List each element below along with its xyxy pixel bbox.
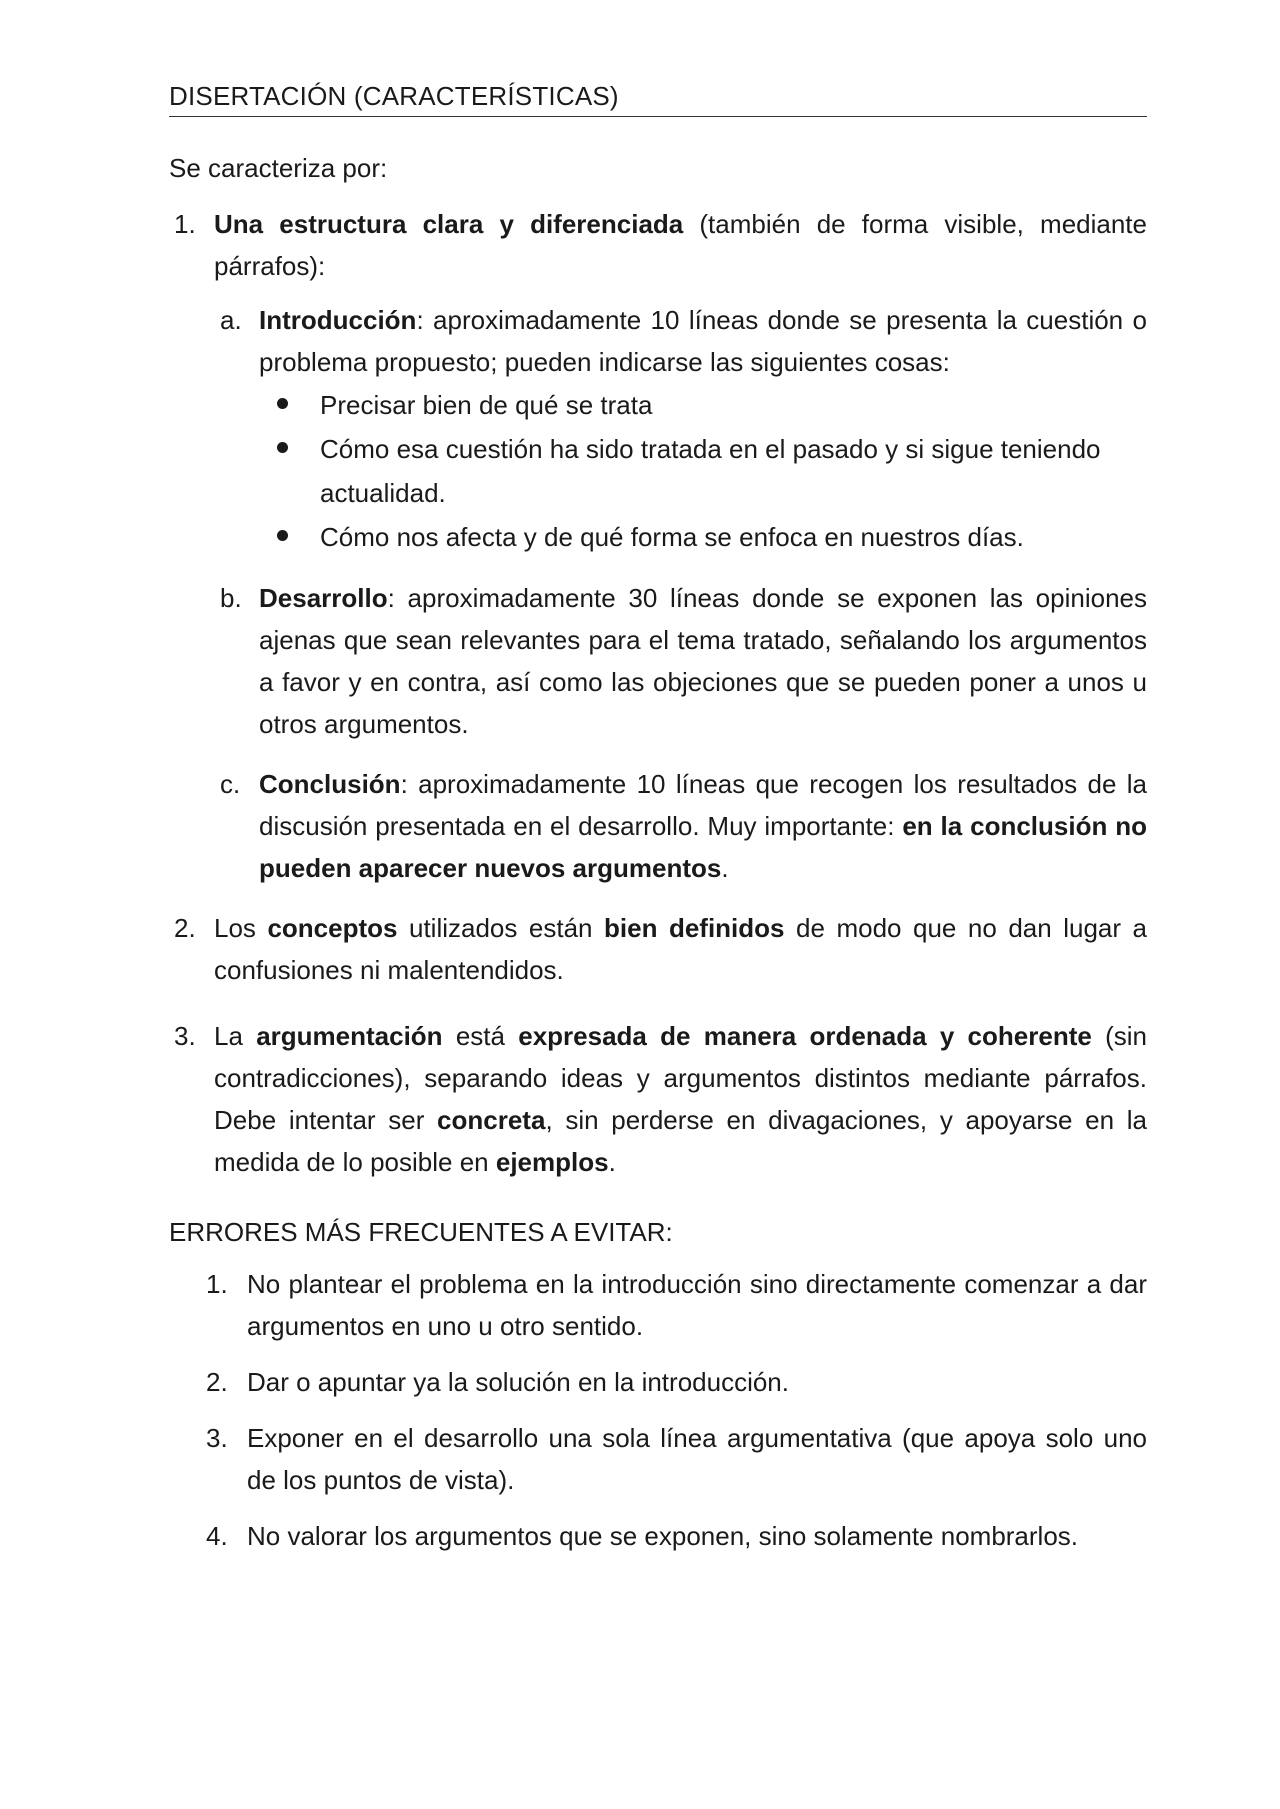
bold-term: conceptos: [267, 913, 398, 943]
item-text-part: de modo que no dan lugar a confusiones ni malentendidos.: [214, 913, 1147, 985]
bullet-icon: [277, 442, 288, 453]
item-number: 3.: [206, 1423, 228, 1453]
item-text: [214, 907, 1147, 991]
item-letter: a.: [220, 305, 242, 335]
list-item: [169, 1015, 1147, 1183]
item-text: No plantear el problema en la introducción sino directamente comenzar a dar argumentos en uno u otro sentido.: [247, 1269, 1147, 1341]
bold-term: argumentación: [256, 1021, 443, 1051]
item-number: 2.: [174, 913, 196, 943]
sub-list-item: [214, 299, 1147, 559]
document-page: [169, 78, 1147, 1571]
bold-term: Desarrollo: [259, 583, 388, 613]
list-item: [169, 1361, 1147, 1403]
item-text: [259, 577, 1147, 745]
bold-term: expresada de manera ordenada y coherente: [518, 1021, 1092, 1051]
item-text: [214, 203, 1147, 287]
item-text-part: , sin perderse en divagaciones, y apoyarse en la medida de lo posible en: [214, 1105, 1147, 1177]
bold-term: en la conclusión no pueden aparecer nuevos argumentos: [259, 811, 1147, 883]
item-number: 4.: [206, 1521, 228, 1551]
item-text: [214, 1015, 1147, 1183]
bullet-icon: [277, 530, 288, 541]
bullet-text: Cómo esa cuestión ha sido tratada en el pasado y si sigue teniendo actualidad.: [320, 434, 1101, 508]
errors-list: [169, 1263, 1147, 1557]
item-text-part: La: [214, 1021, 257, 1051]
errors-heading: ERRORES MÁS FRECUENTES A EVITAR:: [169, 1217, 673, 1247]
bullet-item: [259, 427, 1147, 515]
item-number: 2.: [206, 1367, 228, 1397]
item-letter: b.: [220, 583, 242, 613]
bold-term: Conclusión: [259, 769, 401, 799]
intro-text: Se caracteriza por:: [169, 153, 388, 183]
item-text-part: : aproximadamente 10 líneas donde se presenta la cuestión o problema propuesto; pueden indicarse las siguientes cosas:: [259, 305, 1147, 377]
item-text-part: utilizados están: [397, 913, 604, 943]
bullet-list: [259, 383, 1147, 559]
sub-list-item: [214, 577, 1147, 745]
bullet-text: Cómo nos afecta y de qué forma se enfoca en nuestros días.: [320, 522, 1024, 552]
bold-term: concreta: [437, 1105, 546, 1135]
bullet-item: [259, 383, 1147, 427]
item-text: [259, 763, 1147, 889]
list-item: [169, 1263, 1147, 1347]
structure-sublist: [214, 299, 1147, 889]
item-text-part: (también de forma visible, mediante párrafos):: [214, 209, 1147, 281]
bold-term: Introducción: [259, 305, 417, 335]
bullet-icon: [277, 398, 288, 409]
bold-term: Una estructura clara y diferenciada: [214, 209, 684, 239]
item-text-part: .: [608, 1147, 616, 1177]
item-number: 3.: [174, 1021, 196, 1051]
bold-term: ejemplos: [495, 1147, 609, 1177]
item-text-part: Los: [214, 913, 268, 943]
page-title: DISERTACIÓN (CARACTERÍSTICAS): [169, 78, 1147, 117]
item-text: [259, 299, 1147, 383]
sub-list-item: [214, 763, 1147, 889]
item-text-part: : aproximadamente 30 líneas donde se exponen las opiniones ajenas que sean relevantes para el tema tratado, señalando los argumentos a favor y en contra, así como las objeciones que se pueden poner a unos u otros argumentos.: [259, 583, 1147, 739]
item-text-part: está: [442, 1021, 519, 1051]
item-text: Dar o apuntar ya la solución en la introducción.: [247, 1367, 789, 1397]
item-number: 1.: [206, 1269, 228, 1299]
item-text: No valorar los argumentos que se exponen, sino solamente nombrarlos.: [247, 1521, 1079, 1551]
list-item: [169, 907, 1147, 991]
list-item: [169, 203, 1147, 889]
list-item: [169, 1515, 1147, 1557]
item-text: Exponer en el desarrollo una sola línea argumentativa (que apoya solo uno de los puntos de vista).: [247, 1423, 1147, 1495]
item-letter: c.: [220, 769, 241, 799]
characteristics-list: [169, 203, 1147, 1183]
bold-term: bien definidos: [604, 913, 785, 943]
item-text-part: (sin contradicciones), separando ideas y argumentos distintos mediante párrafos. Debe intentar ser: [214, 1021, 1147, 1135]
item-number: 1.: [174, 209, 196, 239]
list-item: [169, 1417, 1147, 1501]
item-text-part: : aproximadamente 10 líneas que recogen los resultados de la discusión presentada en el desarrollo. Muy importante:: [259, 769, 1147, 841]
bullet-text: Precisar bien de qué se trata: [320, 390, 653, 420]
bullet-item: [259, 515, 1147, 559]
item-text-part: .: [721, 853, 729, 883]
